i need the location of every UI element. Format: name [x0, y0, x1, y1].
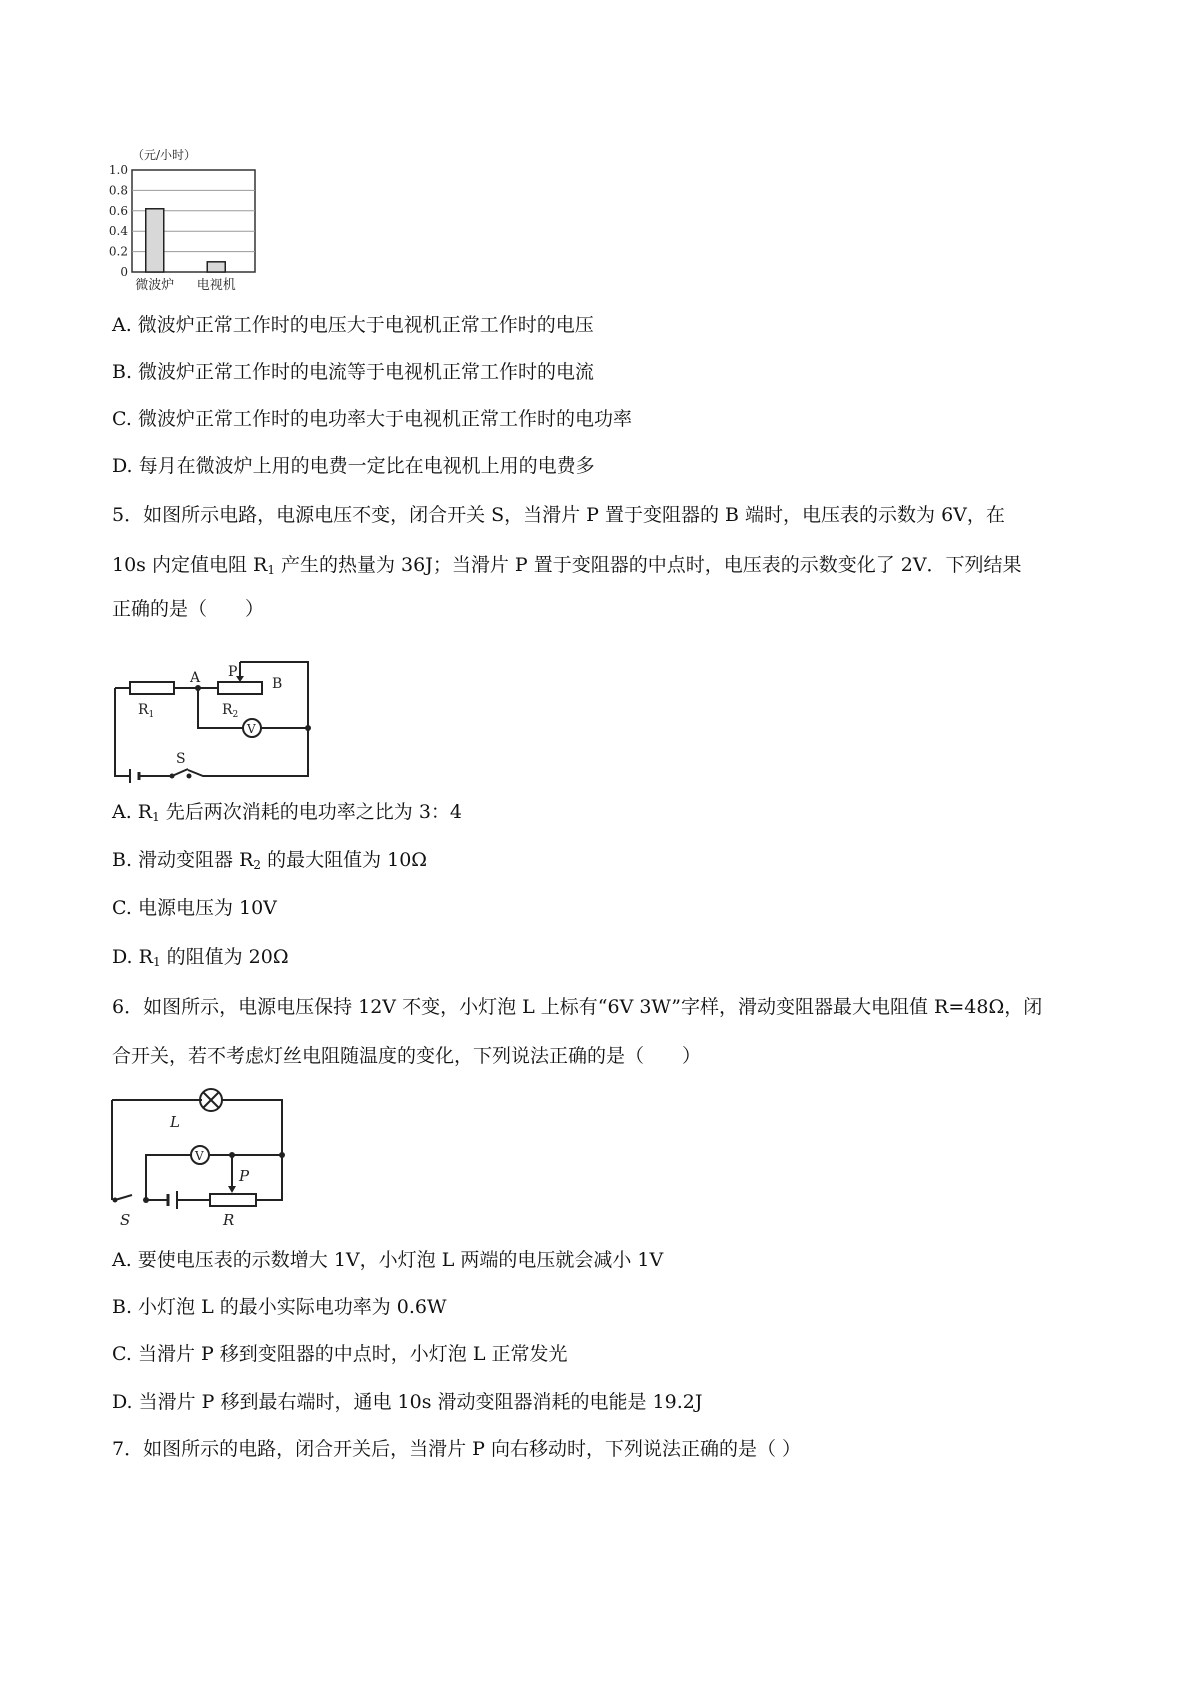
price-bar-chart — [100, 148, 270, 298]
svg-text:P: P — [239, 1167, 250, 1185]
chart-y-tick-label: 0.8 — [108, 183, 128, 198]
chart-y-tick-label: 1.0 — [108, 163, 128, 177]
svg-text:S: S — [176, 751, 186, 767]
chart-category-label: 电视机 — [196, 278, 236, 293]
chart-y-unit: （元/小时） — [132, 148, 197, 162]
chart-y-tick-label: 0.4 — [108, 224, 128, 239]
q4-option-d: D. 每月在微波炉上用的电费一定比在电视机上用的电费多 — [112, 455, 595, 477]
q5-stem-line1: 5．如图所示电路，电源电压不变，闭合开关 S，当滑片 P 置于变阻器的 B 端时，电压表的示数为 6V，在 — [112, 504, 1005, 526]
chart-y-tick-label: 0 — [120, 265, 128, 279]
q6-stem-line2: 合开关，若不考虑灯丝电阻随温度的变化，下列说法正确的是（ ） — [112, 1045, 702, 1067]
q4-option-b: B. 微波炉正常工作时的电流等于电视机正常工作时的电流 — [112, 361, 595, 383]
svg-text:S: S — [120, 1211, 131, 1229]
q5-stem-line2: 10s 内定值电阻 $R_1$ 产生的热量为 36J；当滑片 P 置于变阻器的中点时，电压表的示数变化了 2V．下列结果 — [112, 554, 1022, 577]
q5-option-b: B. 滑动变阻器 $R_2$ 的最大阻值为 10Ω — [112, 849, 428, 872]
q5-stem-line3: 正确的是（ ） — [112, 598, 265, 620]
svg-text:R2: $R_2$ — [222, 702, 239, 720]
svg-text:R1: $R_1$ — [138, 702, 155, 720]
svg-text:A: A — [190, 670, 201, 686]
svg-text:R: R — [223, 1211, 235, 1229]
q4-option-a: A. 微波炉正常工作时的电压大于电视机正常工作时的电压 — [112, 314, 594, 336]
q5-option-c: C. 电源电压为 10V — [112, 897, 277, 919]
svg-text:L: L — [170, 1113, 180, 1131]
q6-stem-line1: 6．如图所示，电源电压保持 12V 不变，小灯泡 L 上标有“6V 3W”字样，滑动变阻器最大电阻值 R=48Ω，闭 — [112, 996, 1043, 1018]
svg-text:P: P — [228, 664, 238, 680]
svg-text:V: V — [195, 1149, 204, 1163]
q6-option-b: B. 小灯泡 L 的最小实际电功率为 0.6W — [112, 1296, 447, 1318]
q4-option-c: C. 微波炉正常工作时的电功率大于电视机正常工作时的电功率 — [112, 408, 632, 430]
chart-bar — [146, 209, 164, 272]
q7-stem: 7．如图所示的电路，闭合开关后，当滑片 P 向右移动时，下列说法正确的是（ ） — [112, 1438, 801, 1460]
q6-option-c: C. 当滑片 P 移到变阻器的中点时，小灯泡 L 正常发光 — [112, 1343, 568, 1365]
q5-option-d: D. $R_1$ 的阻值为 20Ω — [112, 946, 289, 969]
svg-text:B: B — [272, 676, 283, 692]
svg-text:V: V — [247, 722, 256, 736]
q6-circuit-diagram — [110, 1085, 300, 1230]
chart-y-tick-label: 0.6 — [108, 203, 128, 218]
chart-category-label: 微波炉 — [135, 278, 175, 293]
q6-option-a: A. 要使电压表的示数增大 1V，小灯泡 L 两端的电压就会减小 1V — [112, 1249, 664, 1271]
q6-option-d: D. 当滑片 P 移到最右端时，通电 10s 滑动变阻器消耗的电能是 19.2J — [112, 1391, 703, 1413]
q5-circuit-diagram — [110, 648, 310, 783]
q5-option-a: A. $R_1$ 先后两次消耗的电功率之比为 3：4 — [112, 801, 463, 824]
chart-bar — [207, 262, 225, 272]
chart-y-tick-label: 0.2 — [108, 244, 128, 259]
